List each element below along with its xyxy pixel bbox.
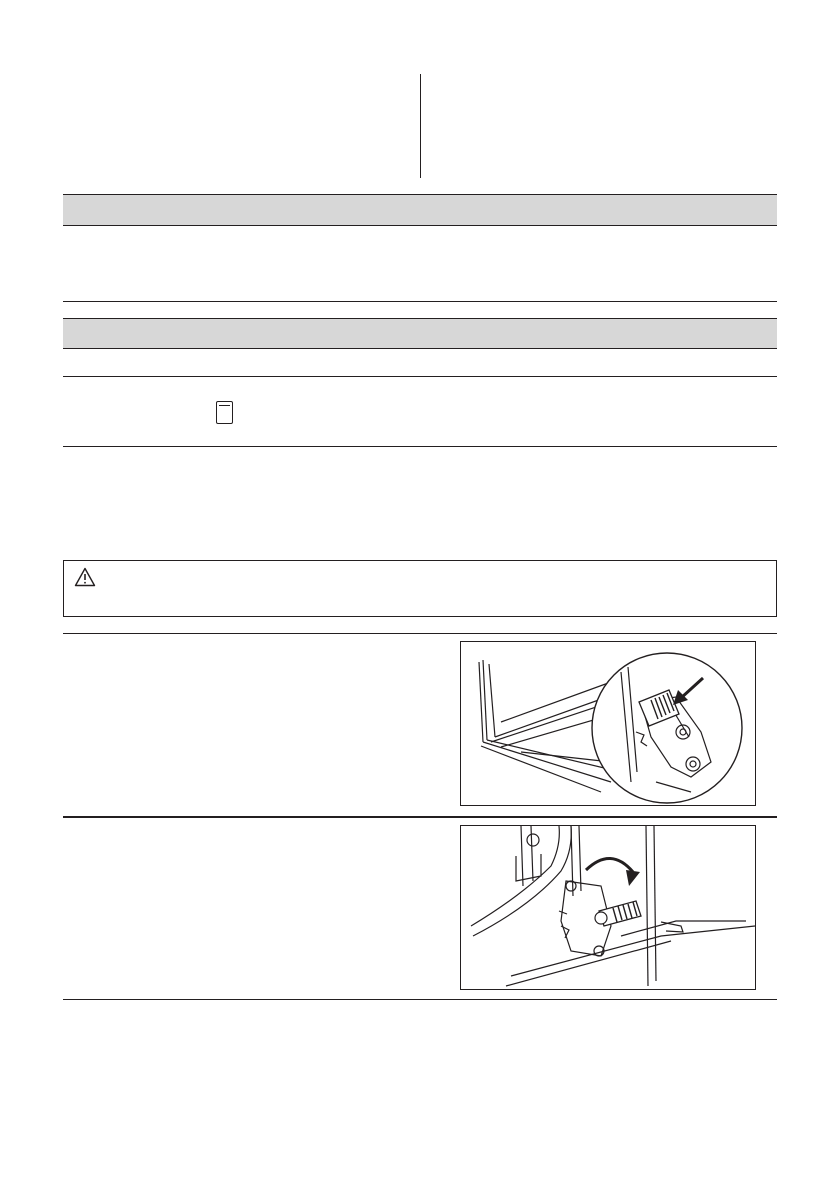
step-divider bbox=[63, 633, 777, 634]
oven-icon bbox=[216, 401, 233, 424]
section-header-band bbox=[63, 194, 777, 226]
section-divider bbox=[63, 301, 777, 302]
column-divider bbox=[420, 74, 421, 178]
rotate-arrow-icon bbox=[586, 858, 640, 886]
step-bottom-divider bbox=[63, 999, 777, 1000]
table-bottom-divider bbox=[63, 446, 777, 447]
hinge-lever-closeup-figure bbox=[460, 641, 756, 806]
warning-triangle-icon bbox=[74, 567, 96, 587]
table-header-band bbox=[63, 318, 777, 349]
table-row-divider bbox=[63, 376, 777, 377]
hinge-lever-rotate-figure bbox=[460, 825, 756, 990]
step-divider bbox=[63, 816, 777, 818]
warning-box bbox=[63, 560, 777, 617]
